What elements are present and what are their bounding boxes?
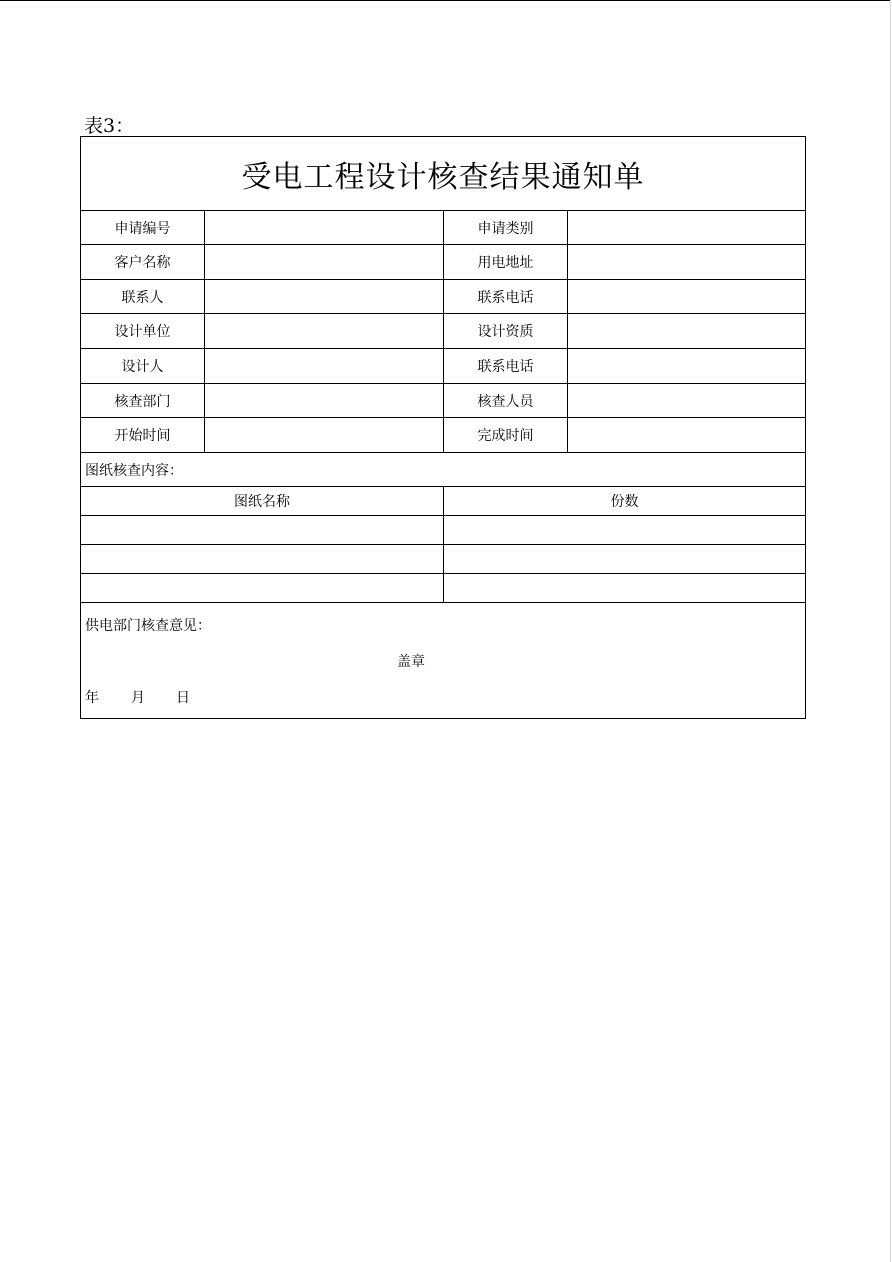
field-design-qualification[interactable] xyxy=(568,314,805,348)
field-designer-phone[interactable] xyxy=(568,349,805,383)
field-application-number[interactable] xyxy=(205,211,443,244)
drawing-copies-cell-1[interactable] xyxy=(444,516,805,544)
label-design-qualification: 设计资质 xyxy=(477,324,534,340)
date-month-label: 月 xyxy=(131,690,145,706)
rule-drawings-row-3 xyxy=(81,602,805,603)
label-contact-person: 联系人 xyxy=(121,289,164,306)
field-contact-phone[interactable] xyxy=(568,280,805,313)
field-review-department[interactable] xyxy=(205,384,443,417)
label-start-time: 开始时间 xyxy=(114,428,171,444)
field-design-unit[interactable] xyxy=(205,314,443,348)
label-review-department: 核查部门 xyxy=(114,393,171,410)
label-design-unit: 设计单位 xyxy=(114,324,171,340)
drawing-name-cell-2[interactable] xyxy=(81,545,443,573)
label-designer-phone: 联系电话 xyxy=(477,359,534,375)
form-title: 受电工程设计核查结果通知单 xyxy=(241,159,645,195)
field-service-address[interactable] xyxy=(568,245,805,279)
opinion-label: 供电部门核查意见： xyxy=(85,618,211,634)
label-designer: 设计人 xyxy=(121,359,164,375)
field-finish-time[interactable] xyxy=(568,418,805,452)
drawing-name-cell-3[interactable] xyxy=(81,574,443,602)
drawings-section-label: 图纸核查内容： xyxy=(85,462,183,479)
label-finish-time: 完成时间 xyxy=(477,428,534,444)
label-service-address: 用电地址 xyxy=(477,255,534,271)
page-right-border xyxy=(890,0,891,1262)
field-customer-name[interactable] xyxy=(205,245,443,279)
notice-form xyxy=(80,136,806,719)
table-number-label: 表3： xyxy=(84,115,135,137)
drawing-copies-cell-2[interactable] xyxy=(444,545,805,573)
label-application-type: 申请类别 xyxy=(477,220,534,237)
label-application-number: 申请编号 xyxy=(114,220,171,237)
field-designer[interactable] xyxy=(205,349,443,383)
seal-label: 盖章 xyxy=(397,654,425,670)
label-customer-name: 客户名称 xyxy=(114,255,171,271)
drawings-col-name-header: 图纸名称 xyxy=(234,494,290,510)
drawings-col-copies-header: 份数 xyxy=(610,494,639,510)
label-contact-phone: 联系电话 xyxy=(477,289,534,306)
date-day-label: 日 xyxy=(176,690,190,706)
drawing-copies-cell-3[interactable] xyxy=(444,574,805,602)
field-reviewer[interactable] xyxy=(568,384,805,417)
label-reviewer: 核查人员 xyxy=(477,393,534,410)
field-contact-person[interactable] xyxy=(205,280,443,313)
date-year-label: 年 xyxy=(85,690,99,706)
field-application-type[interactable] xyxy=(568,211,805,244)
drawing-name-cell-1[interactable] xyxy=(81,516,443,544)
page-top-border xyxy=(0,0,890,1)
field-start-time[interactable] xyxy=(205,418,443,452)
